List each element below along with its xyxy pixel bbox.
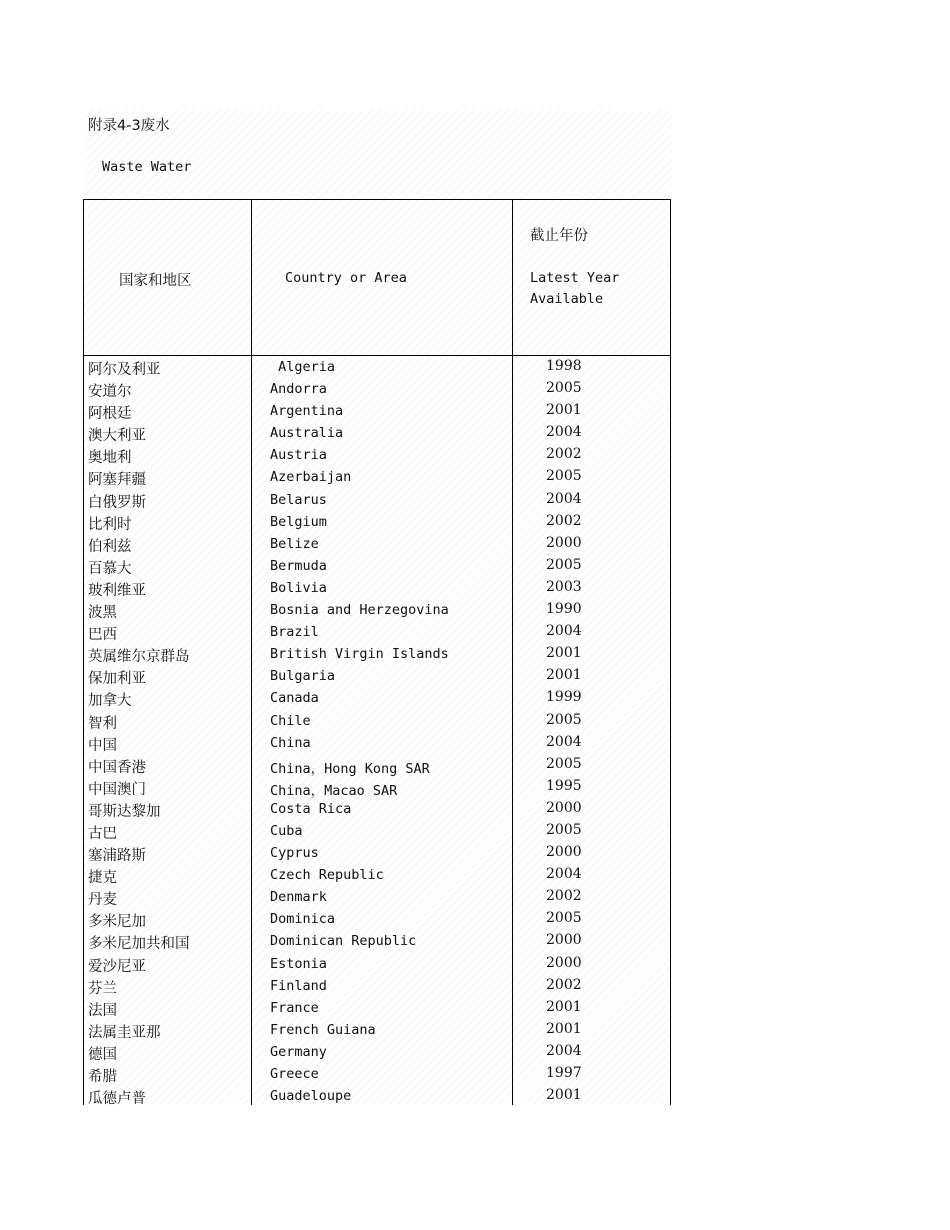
cell-country-english: Bermuda <box>270 557 327 574</box>
cell-latest-year: 2002 <box>546 512 582 529</box>
cell-country-english: Austria <box>270 447 327 464</box>
cell-country-chinese: 澳大利亚 <box>88 428 146 445</box>
cell-latest-year: 2005 <box>546 910 582 927</box>
cell-country-english: Denmark <box>270 889 327 906</box>
table-row <box>84 776 670 798</box>
cell-country-chinese: 智利 <box>88 715 117 732</box>
table-row <box>84 378 670 400</box>
cell-country-english: China <box>270 734 311 751</box>
cell-country-english: Costa Rica <box>270 800 352 817</box>
cell-country-english: Germany <box>270 1043 327 1060</box>
cell-latest-year: 2000 <box>546 799 582 816</box>
table-row <box>84 886 670 908</box>
table-row <box>84 643 670 665</box>
cell-latest-year: 1990 <box>546 601 582 618</box>
cell-country-chinese: 阿尔及利亚 <box>88 362 161 378</box>
cell-country-english: British Virgin Islands <box>270 646 449 663</box>
header-year-english-line1: Latest Year <box>530 270 620 286</box>
cell-latest-year: 1997 <box>546 1065 582 1081</box>
cell-country-english: Bulgaria <box>270 668 336 685</box>
cell-country-chinese: 英属维尔京群岛 <box>88 649 190 666</box>
cell-latest-year: 2000 <box>546 954 582 971</box>
cell-country-english: Algeria <box>270 359 336 375</box>
table-row <box>84 621 670 643</box>
cell-country-chinese: 玻利维亚 <box>88 582 146 599</box>
cell-latest-year: 2005 <box>546 380 582 397</box>
cell-country-english: Brazil <box>270 624 319 641</box>
table-row <box>84 489 670 511</box>
table-row <box>84 1085 670 1107</box>
cell-country-english: French Guiana <box>270 1021 376 1038</box>
cell-country-chinese: 爱沙尼亚 <box>88 958 146 975</box>
cell-latest-year: 2004 <box>546 733 582 750</box>
table-row <box>84 842 670 864</box>
cell-country-chinese: 多米尼加 <box>88 914 146 931</box>
cell-country-chinese: 白俄罗斯 <box>88 494 146 511</box>
cell-country-english: Estonia <box>270 955 327 972</box>
cell-country-chinese: 阿塞拜疆 <box>88 472 146 489</box>
cell-latest-year: 2002 <box>546 888 582 905</box>
header-country-chinese: 国家和地区 <box>119 273 192 289</box>
cell-country-chinese: 德国 <box>88 1046 117 1063</box>
cell-latest-year: 2001 <box>546 1020 582 1037</box>
table-row <box>84 975 670 997</box>
table-row <box>84 930 670 952</box>
cell-country-chinese: 巴西 <box>88 627 117 644</box>
cell-country-chinese: 中国澳门 <box>88 781 146 798</box>
cell-country-chinese: 保加利亚 <box>88 671 146 688</box>
cell-country-chinese: 中国 <box>88 737 117 754</box>
cell-country-english: Azerbaijan <box>270 469 352 486</box>
table-row <box>84 1019 670 1041</box>
header-country-english: Country or Area <box>285 270 407 286</box>
header-year-english-line2: Available <box>530 291 604 307</box>
cell-country-chinese: 奥地利 <box>88 450 132 467</box>
cell-country-english: Bosnia and Herzegovina <box>270 602 449 619</box>
title-chinese: 附录4-3废水 <box>88 118 170 134</box>
table-row <box>84 665 670 687</box>
cell-latest-year: 2004 <box>546 490 582 507</box>
table-row <box>84 466 670 488</box>
cell-country-english: Andorra <box>270 381 327 398</box>
cell-latest-year: 2004 <box>546 866 582 883</box>
cell-country-english: Guadeloupe <box>270 1088 352 1105</box>
cell-country-chinese: 芬兰 <box>88 980 117 997</box>
table-row <box>84 555 670 577</box>
cell-country-english: China，Macao SAR <box>270 782 398 799</box>
cell-country-english: Cuba <box>270 822 303 839</box>
cell-latest-year: 2000 <box>546 932 582 949</box>
cell-country-chinese: 中国香港 <box>88 759 146 776</box>
cell-country-chinese: 阿根廷 <box>88 406 132 423</box>
cell-latest-year: 2005 <box>546 468 582 485</box>
cell-country-english: Argentina <box>270 403 344 420</box>
table-row <box>84 444 670 466</box>
cell-latest-year: 2005 <box>546 755 582 772</box>
table-row <box>84 997 670 1019</box>
table-header <box>84 200 670 356</box>
table-row <box>84 1063 670 1085</box>
cell-latest-year: 1999 <box>546 689 582 706</box>
cell-country-english: Chile <box>270 712 311 729</box>
cell-latest-year: 2004 <box>546 623 582 640</box>
table-row <box>84 400 670 422</box>
header-year-chinese: 截止年份 <box>530 228 588 244</box>
cell-latest-year: 2001 <box>546 1087 582 1104</box>
cell-country-chinese: 多米尼加共和国 <box>88 936 190 953</box>
cell-country-chinese: 波黑 <box>88 605 117 622</box>
cell-country-chinese: 加拿大 <box>88 693 132 710</box>
cell-latest-year: 2002 <box>546 976 582 993</box>
cell-latest-year: 2004 <box>546 1042 582 1059</box>
cell-latest-year: 1995 <box>546 777 582 794</box>
cell-country-chinese: 法属圭亚那 <box>88 1024 161 1041</box>
table-row <box>84 1041 670 1063</box>
waste-water-table <box>83 199 671 1108</box>
cell-latest-year: 2005 <box>546 556 582 573</box>
cell-country-chinese: 伯利兹 <box>88 538 132 555</box>
cell-country-chinese: 法国 <box>88 1002 117 1019</box>
cell-latest-year: 2002 <box>546 446 582 463</box>
table-row <box>84 687 670 709</box>
cell-country-chinese: 捷克 <box>88 870 117 887</box>
cell-country-english: China，Hong Kong SAR <box>270 760 430 777</box>
cell-country-chinese: 希腊 <box>88 1069 117 1085</box>
cell-latest-year: 2005 <box>546 711 582 728</box>
table-body <box>84 356 670 1107</box>
cell-country-chinese: 比利时 <box>88 516 132 533</box>
cell-latest-year: 2000 <box>546 844 582 861</box>
table-row <box>84 422 670 444</box>
cell-country-chinese: 丹麦 <box>88 892 117 909</box>
table-row <box>84 864 670 886</box>
cell-country-chinese: 安道尔 <box>88 384 132 401</box>
table-row <box>84 908 670 930</box>
table-row <box>84 710 670 732</box>
cell-latest-year: 1998 <box>546 358 582 374</box>
cell-country-english: Dominican Republic <box>270 933 417 950</box>
cell-country-english: Dominica <box>270 911 336 928</box>
table-row <box>84 820 670 842</box>
cell-latest-year: 2000 <box>546 534 582 551</box>
table-row <box>84 754 670 776</box>
cell-latest-year: 2005 <box>546 821 582 838</box>
table-row <box>84 511 670 533</box>
cell-latest-year: 2004 <box>546 424 582 441</box>
cell-country-english: Canada <box>270 690 319 707</box>
cell-country-english: Czech Republic <box>270 867 384 884</box>
cell-country-chinese: 哥斯达黎加 <box>88 803 161 820</box>
cell-country-chinese: 塞浦路斯 <box>88 848 146 865</box>
cell-latest-year: 2001 <box>546 645 582 662</box>
cell-country-english: Australia <box>270 425 344 442</box>
cell-country-english: Belize <box>270 535 319 552</box>
cell-country-chinese: 古巴 <box>88 825 117 842</box>
cell-country-english: Cyprus <box>270 845 319 862</box>
cell-latest-year: 2001 <box>546 402 582 419</box>
cell-latest-year: 2003 <box>546 578 582 595</box>
cell-country-english: Belarus <box>270 491 327 508</box>
cell-latest-year: 2001 <box>546 998 582 1015</box>
cell-latest-year: 2001 <box>546 667 582 684</box>
cell-country-english: France <box>270 999 319 1016</box>
table-row <box>84 953 670 975</box>
cell-country-english: Finland <box>270 977 327 994</box>
title-english: Waste Water <box>102 159 192 175</box>
cell-country-chinese: 百慕大 <box>88 560 132 577</box>
cell-country-english: Greece <box>270 1066 319 1082</box>
cell-country-english: Belgium <box>270 513 327 530</box>
table-row <box>84 577 670 599</box>
table-row <box>84 533 670 555</box>
table-row <box>84 732 670 754</box>
table-row <box>84 599 670 621</box>
cell-country-english: Bolivia <box>270 579 327 596</box>
table-row <box>84 798 670 820</box>
cell-country-chinese: 瓜德卢普 <box>88 1091 146 1108</box>
table-row <box>84 356 670 378</box>
